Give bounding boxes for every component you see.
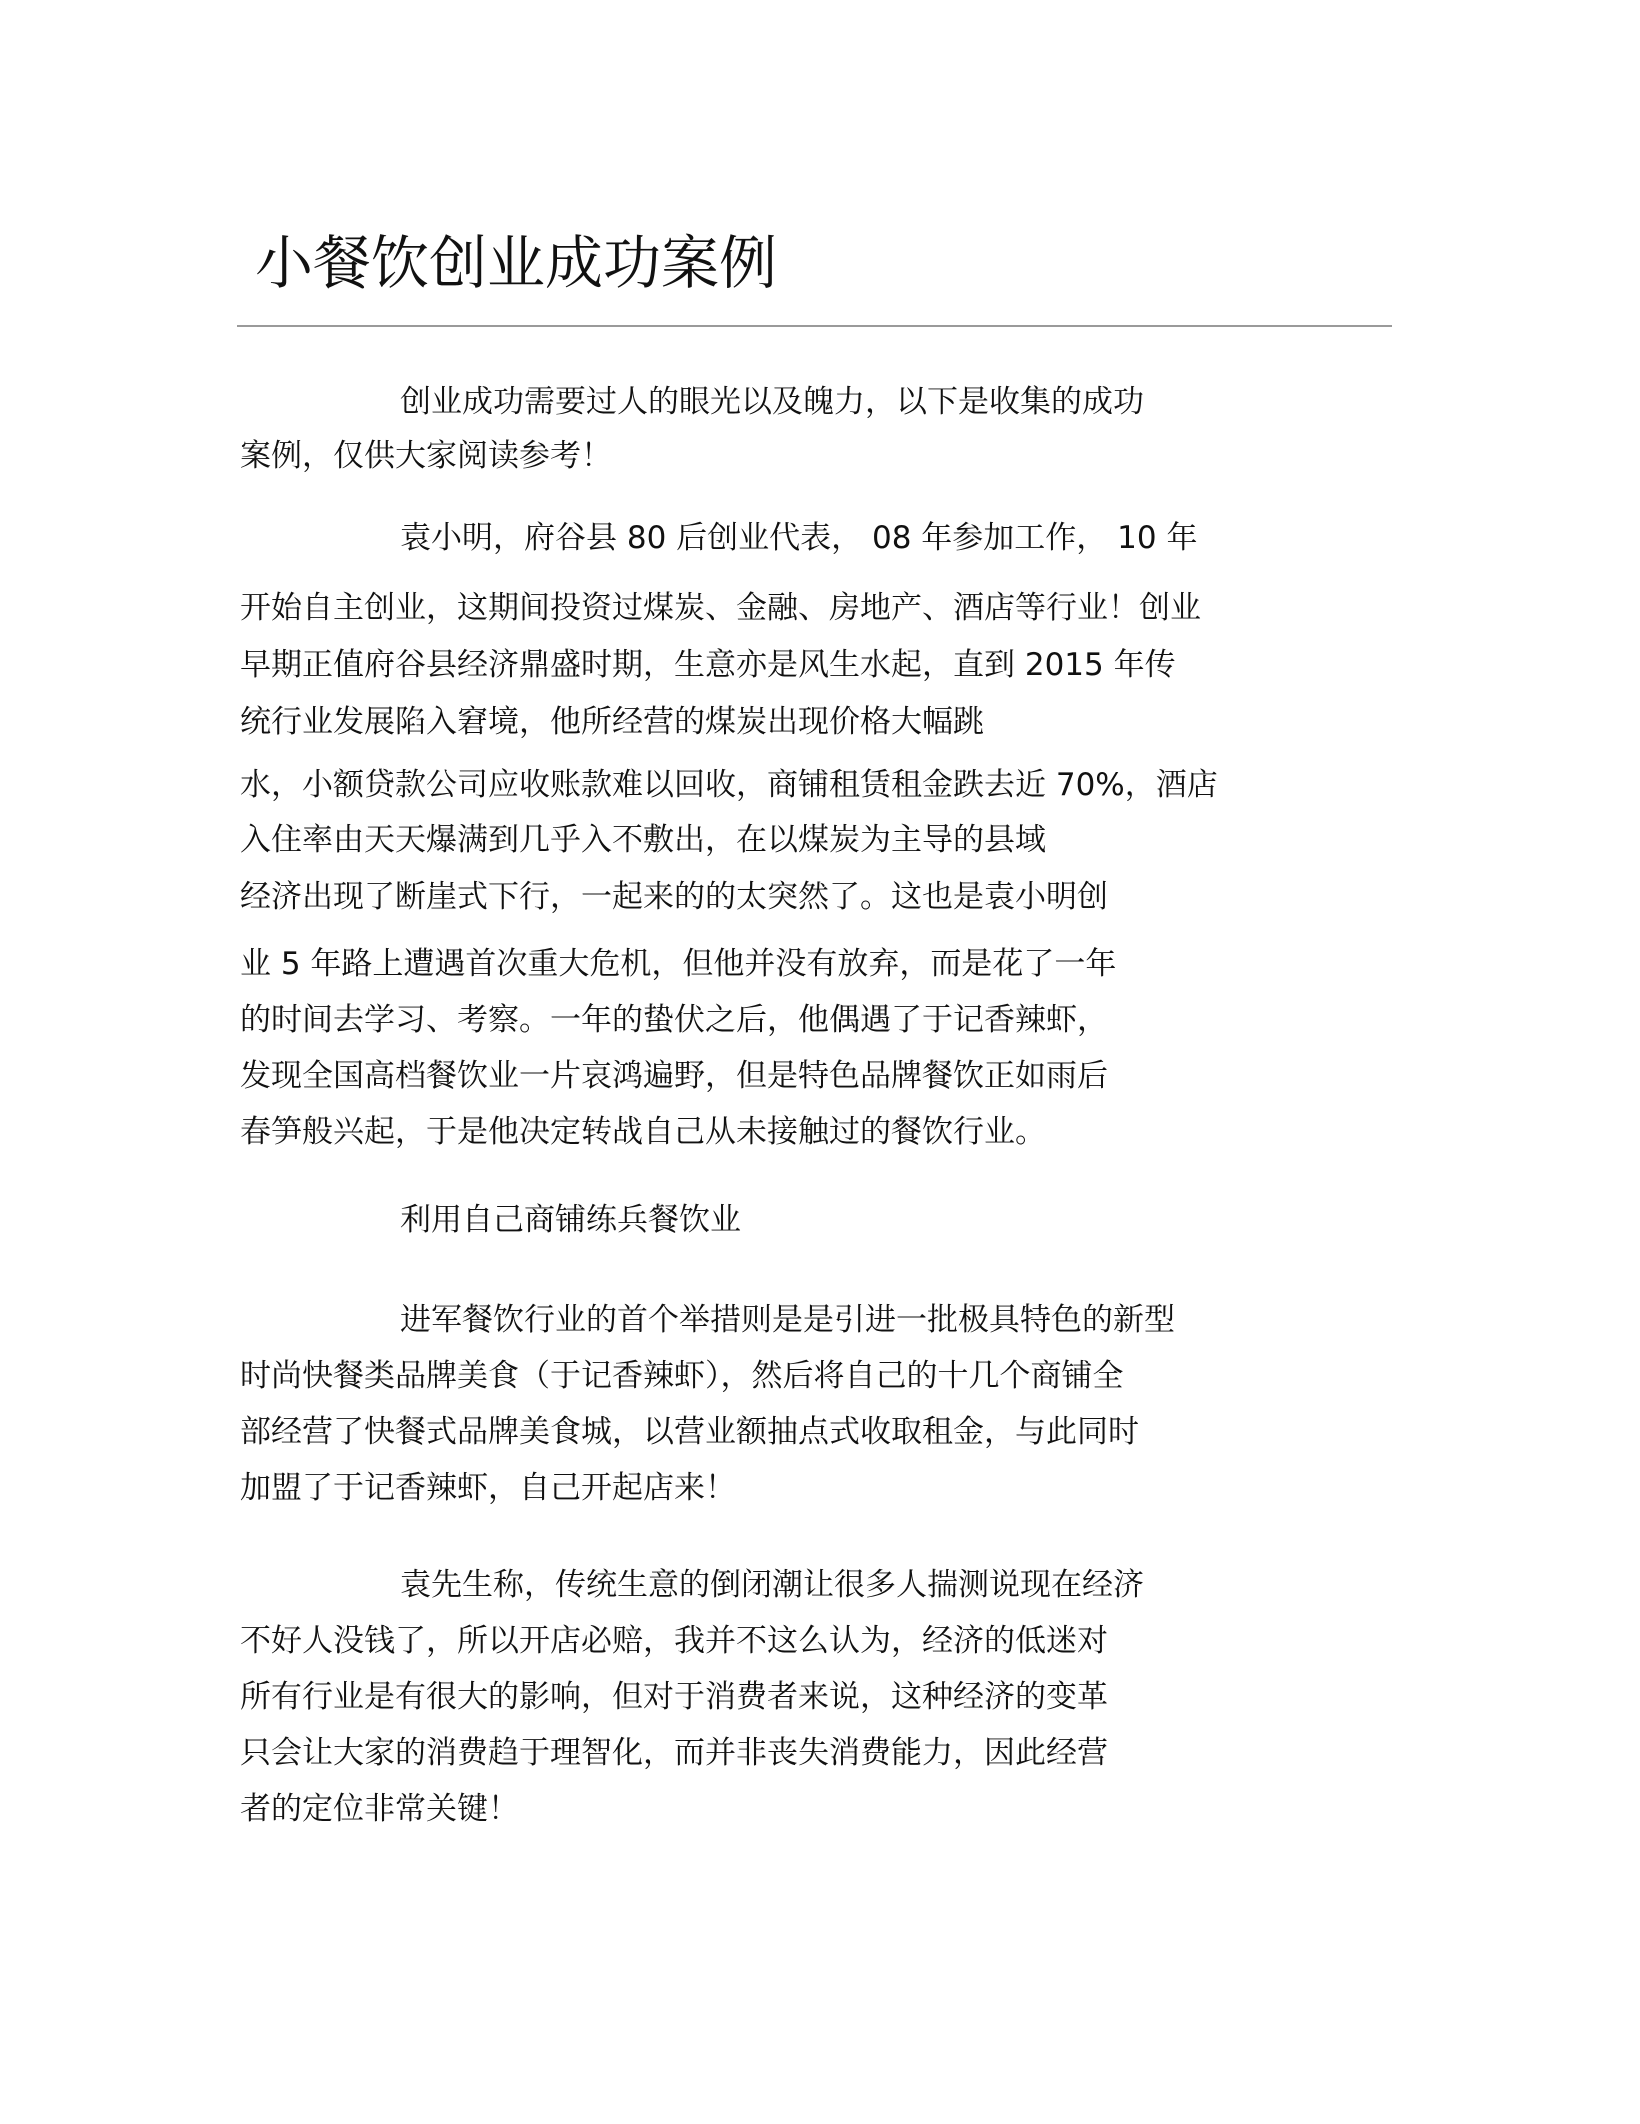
- body-text-line: 水，小额贷款公司应收账款难以回收，商铺租赁租金跌去近 70%，酒店: [240, 767, 1218, 803]
- body-text-line: 只会让大家的消费趋于理智化，而并非丧失消费能力，因此经营: [240, 1735, 1108, 1771]
- title-divider: [237, 325, 1392, 327]
- body-text-line: 加盟了于记香辣虾，自己开起店来！: [240, 1470, 736, 1506]
- body-text-line: 者的定位非常关键！: [240, 1791, 519, 1827]
- body-text-line: 业 5 年路上遭遇首次重大危机，但他并没有放弃，而是花了一年: [240, 946, 1117, 982]
- body-text-line: 春笋般兴起，于是他决定转战自己从未接触过的餐饮行业。: [240, 1114, 1046, 1150]
- body-text-line: 统行业发展陷入窘境，他所经营的煤炭出现价格大幅跳: [240, 704, 984, 740]
- body-text-line: 部经营了快餐式品牌美食城，以营业额抽点式收取租金，与此同时: [240, 1414, 1139, 1450]
- body-text-line: 经济出现了断崖式下行，一起来的的太突然了。这也是袁小明创: [240, 879, 1108, 915]
- body-text-line: 创业成功需要过人的眼光以及魄力，以下是收集的成功: [400, 384, 1144, 420]
- body-text-line: 发现全国高档餐饮业一片哀鸿遍野，但是特色品牌餐饮正如雨后: [240, 1058, 1108, 1094]
- body-text-line: 利用自己商铺练兵餐饮业: [400, 1202, 741, 1238]
- body-text-line: 开始自主创业，这期间投资过煤炭、金融、房地产、酒店等行业！创业: [240, 590, 1201, 626]
- body-text-line: 的时间去学习、考察。一年的蛰伏之后，他偶遇了于记香辣虾，: [240, 1002, 1108, 1038]
- body-text-line: 早期正值府谷县经济鼎盛时期，生意亦是风生水起，直到 2015 年传: [240, 647, 1176, 683]
- document-title: 小餐饮创业成功案例: [255, 229, 778, 297]
- body-text-line: 进军餐饮行业的首个举措则是是引进一批极具特色的新型: [400, 1302, 1175, 1338]
- body-text-line: 袁先生称，传统生意的倒闭潮让很多人揣测说现在经济: [400, 1567, 1144, 1603]
- body-text-line: 袁小明，府谷县 80 后创业代表， 08 年参加工作， 10 年: [400, 520, 1198, 556]
- body-text-line: 时尚快餐类品牌美食（于记香辣虾），然后将自己的十几个商铺全: [240, 1358, 1124, 1394]
- body-text-line: 不好人没钱了，所以开店必赔，我并不这么认为，经济的低迷对: [240, 1623, 1108, 1659]
- body-text-line: 所有行业是有很大的影响，但对于消费者来说，这种经济的变革: [240, 1679, 1108, 1715]
- body-text-line: 入住率由天天爆满到几乎入不敷出，在以煤炭为主导的县域: [240, 822, 1046, 858]
- body-text-line: 案例，仅供大家阅读参考！: [240, 438, 612, 474]
